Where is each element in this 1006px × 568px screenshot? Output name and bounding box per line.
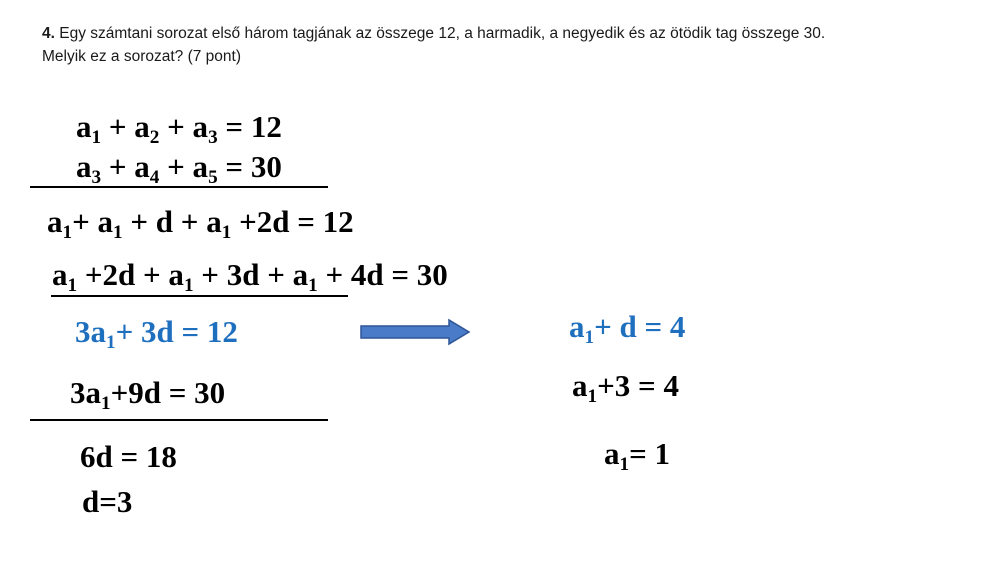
equation-expanded-first bbox=[47, 204, 354, 244]
equation-text: a bbox=[604, 436, 620, 471]
equation-text: 3a bbox=[70, 375, 101, 410]
subscript: 1 bbox=[113, 222, 123, 244]
equation-text: = 30 bbox=[217, 149, 282, 184]
subscript: 3 bbox=[91, 167, 102, 189]
equation-text: + 3d + a bbox=[193, 257, 309, 292]
subscript: 1 bbox=[106, 332, 116, 354]
equation-text: + 4d = 30 bbox=[317, 257, 448, 292]
subscript: 1 bbox=[619, 454, 630, 476]
subscript: 2 bbox=[149, 127, 160, 149]
equation-sum-first-three bbox=[76, 109, 282, 149]
equation-text: 3a bbox=[75, 314, 106, 349]
equation-text: + a bbox=[159, 149, 209, 184]
equation-text: + 3d = 12 bbox=[115, 314, 238, 349]
equation-text: a bbox=[76, 109, 92, 144]
equation-text: a bbox=[47, 204, 63, 239]
subscript: 1 bbox=[308, 275, 318, 297]
equation-d-value bbox=[82, 486, 132, 517]
equation-text: + a bbox=[101, 109, 150, 144]
subscript: 1 bbox=[183, 275, 194, 297]
problem-text-line2: Melyik ez a sorozat? (7 pont) bbox=[42, 48, 242, 65]
equation-simplified-first bbox=[75, 314, 238, 354]
equation-text: + d = 4 bbox=[594, 309, 686, 344]
equation-text: +9d = 30 bbox=[110, 375, 226, 410]
subscript: 1 bbox=[221, 222, 232, 244]
equation-text: a bbox=[569, 309, 585, 344]
equation-text: a bbox=[572, 368, 588, 403]
problem-number: 4. bbox=[42, 25, 55, 42]
equation-sum-third-to-fifth bbox=[76, 149, 282, 189]
subscript: 1 bbox=[91, 127, 102, 149]
equation-text: +2d = 12 bbox=[231, 204, 354, 239]
divider-line-2 bbox=[51, 295, 348, 297]
equation-a1-value bbox=[604, 436, 671, 476]
subscript: 1 bbox=[101, 393, 111, 415]
equation-text: + a bbox=[159, 109, 209, 144]
divider-line-1 bbox=[30, 186, 328, 188]
equation-text: = 12 bbox=[217, 109, 282, 144]
equation-text: d=3 bbox=[82, 484, 133, 519]
right-arrow-icon bbox=[359, 318, 473, 346]
equation-six-d bbox=[80, 441, 177, 472]
equation-text: a bbox=[52, 257, 68, 292]
subscript: 4 bbox=[149, 167, 160, 189]
problem-statement bbox=[42, 22, 982, 68]
equation-text: 6d = 18 bbox=[80, 439, 177, 474]
subscript: 1 bbox=[62, 222, 73, 244]
equation-text: + a bbox=[72, 204, 114, 239]
equation-text: +2d + a bbox=[77, 257, 184, 292]
equation-text: + a bbox=[101, 149, 150, 184]
equation-text: +3 = 4 bbox=[597, 368, 679, 403]
subscript: 1 bbox=[587, 386, 598, 408]
equation-text: a bbox=[76, 149, 92, 184]
divider-line-3 bbox=[30, 419, 328, 421]
subscript: 3 bbox=[208, 127, 218, 149]
equation-text: + d + a bbox=[122, 204, 222, 239]
subscript: 1 bbox=[584, 327, 595, 349]
subscript: 1 bbox=[67, 275, 78, 297]
equation-simplified-second bbox=[70, 375, 226, 415]
subscript: 5 bbox=[208, 167, 218, 189]
problem-text-line1: Egy számtani sorozat első három tagjának az összege 12, a harmadik, a negyedik és az ötödik tag összege 30. bbox=[59, 25, 826, 42]
equation-text: = 1 bbox=[629, 436, 671, 471]
equation-expanded-second bbox=[52, 257, 448, 297]
equation-a1-plus-d bbox=[569, 309, 686, 349]
equation-a1-plus-3 bbox=[572, 368, 679, 408]
arrow-shape bbox=[361, 320, 469, 344]
